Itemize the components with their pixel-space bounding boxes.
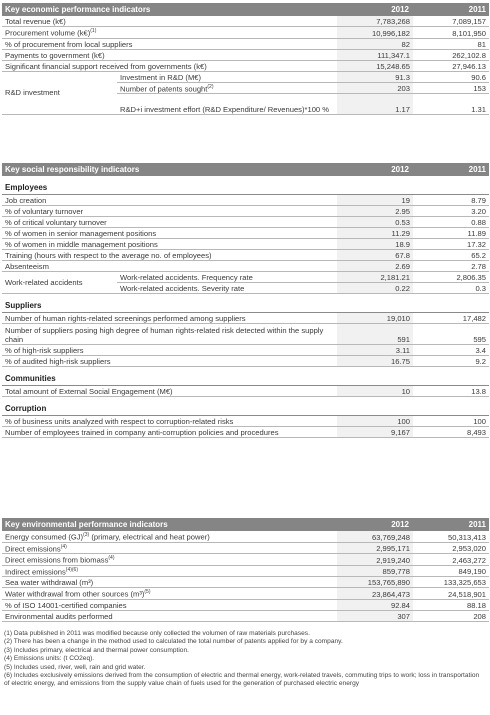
indicator-label: Job creation	[2, 195, 337, 206]
value-2012: 67.8	[337, 250, 413, 261]
table-row	[2, 261, 489, 272]
value-2012: 2,919,240	[337, 554, 413, 566]
value-2012: 203	[337, 82, 413, 94]
footnote: (6) Includes exclusively emissions derived from the consumption of electric and thermal energy, work-related travels, commuting trips to work; loss in transportation of electric energy, and emissions from the supply value chain of fuels used for the generation of purchased electric energy	[4, 672, 480, 688]
indicator-label: Absenteeism	[2, 261, 337, 272]
table-row	[2, 250, 489, 261]
suppliers-block	[2, 300, 489, 367]
row-label: Procurement volume (k€)	[5, 28, 91, 38]
table-row	[2, 588, 489, 600]
footnote-ref: (1)	[90, 28, 97, 34]
value-2012: 19	[337, 195, 413, 206]
corruption-block	[2, 403, 489, 438]
environmental-header	[2, 518, 489, 531]
value-2012: 9,167	[337, 427, 413, 438]
indicator-label: % of critical voluntary turnover	[2, 217, 337, 228]
table-row	[2, 345, 489, 356]
value-2011: 8.79	[413, 195, 489, 206]
value-2011: 133,325,653	[413, 577, 489, 588]
value-2011: 11.89	[413, 228, 489, 239]
value-2011: 2,806.35	[413, 272, 489, 283]
value-2011: 3.4	[413, 345, 489, 356]
footnotes	[4, 630, 484, 689]
row-label: Significant financial support received from governments (k€)	[5, 61, 207, 71]
value-2011: 153	[413, 82, 489, 94]
value-2011: 595	[413, 324, 489, 345]
value-2012: 10	[337, 386, 413, 397]
row-label: Number of patents sought	[120, 84, 208, 94]
table-row	[2, 416, 489, 427]
indicator-label	[2, 565, 337, 577]
suppliers-subheading: Suppliers	[2, 300, 489, 313]
indicator-label: Number of employees trained in company anti-corruption policies and procedures	[2, 427, 337, 438]
economic-table	[2, 16, 489, 115]
row-label: Sea water withdrawal (m³)	[5, 578, 94, 588]
indicator-label: Number of suppliers posing high degree of human rights-related risk detected within the supply chain	[2, 324, 337, 345]
value-2012: 19,010	[337, 313, 413, 324]
indicator-label	[117, 71, 337, 82]
table-row	[2, 313, 489, 324]
footnote: (3) Includes primary, electrical and thermal power consumption.	[4, 646, 189, 654]
value-2012: 0.53	[337, 217, 413, 228]
table-row	[2, 324, 489, 345]
indicator-label	[2, 599, 337, 610]
value-2011: 2,463,272	[413, 554, 489, 566]
corruption-subheading: Corruption	[2, 403, 489, 416]
value-2011: 100	[413, 416, 489, 427]
table-row	[2, 206, 489, 217]
table-row	[2, 27, 489, 39]
accidents-group-label: Work-related accidents	[2, 272, 117, 294]
table-row	[2, 217, 489, 228]
footnote-ref: (4)	[108, 555, 115, 562]
value-2012: 10,996,182	[337, 27, 413, 39]
value-2012: 16.75	[337, 356, 413, 367]
table-row	[2, 272, 489, 283]
value-2011: 849,190	[413, 565, 489, 577]
footnote-ref: (5)	[144, 589, 151, 596]
indicator-label	[2, 38, 337, 49]
row-label: % of ISO 14001-certified companies	[5, 600, 127, 610]
value-2011: 24,518,901	[413, 588, 489, 600]
value-2011: 0.3	[413, 283, 489, 294]
employees-subheading: Employees	[2, 182, 489, 195]
footnote: (4) Emissions units: (t CO2eq).	[4, 655, 95, 663]
value-2012: 2.69	[337, 261, 413, 272]
environmental-year-2012: 2012	[391, 520, 409, 529]
table-row	[2, 49, 489, 60]
value-2012: 859,778	[337, 565, 413, 577]
indicator-label	[2, 531, 337, 542]
economic-section	[2, 3, 489, 115]
table-row	[2, 228, 489, 239]
social-header	[2, 163, 489, 176]
environmental-section	[2, 518, 489, 622]
communities-subheading: Communities	[2, 373, 489, 386]
table-row	[2, 610, 489, 621]
value-2011: 65.2	[413, 250, 489, 261]
value-2012: 591	[337, 324, 413, 345]
table-row	[2, 542, 489, 554]
indicator-label: Training (hours with respect to the average no. of employees)	[2, 250, 337, 261]
indicator-label: % of high-risk suppliers	[2, 345, 337, 356]
environmental-table	[2, 531, 489, 622]
economic-year-2011: 2011	[468, 5, 486, 14]
row-label: Total revenue (k€)	[5, 17, 66, 26]
table-row	[2, 565, 489, 577]
economic-year-2012: 2012	[391, 5, 409, 14]
indicator-label	[2, 554, 337, 566]
communities-block	[2, 373, 489, 397]
value-2012: 2.95	[337, 206, 413, 217]
indicator-label: % of women in senior management positions	[2, 228, 337, 239]
indicator-label: Work-related accidents. Frequency rate	[117, 272, 337, 283]
row-label: % of procurement from local suppliers	[5, 39, 133, 49]
table-row	[2, 239, 489, 250]
value-2012: 1.17	[337, 94, 413, 115]
indicator-label: % of business units analyzed with respect to corruption-related risks	[2, 416, 337, 427]
value-2012: 82	[337, 38, 413, 49]
indicator-label: % of women in middle management positions	[2, 239, 337, 250]
value-2012: 7,783,268	[337, 16, 413, 27]
environmental-year-2011: 2011	[468, 520, 486, 529]
value-2012: 153,765,890	[337, 577, 413, 588]
table-row	[2, 427, 489, 438]
indicator-label	[2, 60, 337, 71]
indicator-label: Number of human rights-related screenings performed among suppliers	[2, 313, 337, 324]
row-label: Energy consumed (GJ)	[5, 532, 84, 542]
table-row	[2, 356, 489, 367]
value-2012: 0.22	[337, 283, 413, 294]
table-row	[2, 16, 489, 27]
value-2011: 8,101,950	[413, 27, 489, 39]
row-label: Payments to government (k€)	[5, 50, 105, 60]
row-label: Direct emissions	[5, 544, 61, 554]
table-row	[2, 599, 489, 610]
value-2011: 2.78	[413, 261, 489, 272]
value-2011: 208	[413, 610, 489, 621]
value-2012: 2,995,171	[337, 542, 413, 554]
value-2011: 3.20	[413, 206, 489, 217]
social-title: Key social responsibility indicators	[5, 165, 140, 174]
table-row	[2, 554, 489, 566]
value-2011: 81	[413, 38, 489, 49]
value-2012: 18.9	[337, 239, 413, 250]
indicator-label	[2, 542, 337, 554]
value-2012: 11.29	[337, 228, 413, 239]
row-label: Investment in R&D (M€)	[120, 72, 202, 82]
value-2011: 0.88	[413, 217, 489, 228]
footnote-ref: (3)	[83, 532, 90, 538]
footnote: (1) Data published in 2011 was modified because only collected the volumen of raw materials purchases.	[4, 630, 310, 637]
value-2011: 88.18	[413, 599, 489, 610]
value-2011: 17,482	[413, 313, 489, 324]
indicator-label: % of voluntary turnover	[2, 206, 337, 217]
value-2012: 307	[337, 610, 413, 621]
table-row	[2, 60, 489, 71]
value-2012: 91.3	[337, 71, 413, 82]
footnote: (2) There has been a change in the method used to calculated the total number of patents applied for by a company.	[4, 638, 343, 646]
value-2012: 15,248.65	[337, 60, 413, 71]
indicator-label	[2, 16, 337, 27]
corruption-table	[2, 416, 489, 438]
communities-table	[2, 386, 489, 397]
value-2011: 2,953,020	[413, 542, 489, 554]
indicator-label	[117, 82, 337, 94]
suppliers-table	[2, 313, 489, 367]
indicator-label: Work-related accidents. Severity rate	[117, 283, 337, 294]
value-2011: 90.6	[413, 71, 489, 82]
social-body	[2, 182, 489, 438]
indicator-label	[2, 577, 337, 588]
value-2011: 9.2	[413, 356, 489, 367]
value-2011: 262,102.8	[413, 49, 489, 60]
indicator-label: Total amount of External Social Engagement (M€)	[2, 386, 337, 397]
value-2012: 63,769,248	[337, 531, 413, 542]
table-row	[2, 577, 489, 588]
value-2011: 27,946.13	[413, 60, 489, 71]
value-2011: 7,089,157	[413, 16, 489, 27]
indicator-label	[2, 610, 337, 621]
footnote-ref: (4)(6)	[65, 566, 79, 573]
table-row	[2, 531, 489, 542]
employees-table	[2, 195, 489, 294]
footnote: (5) Includes used, river, well, rain and grid water.	[4, 663, 146, 671]
indicator-label	[2, 49, 337, 60]
table-row	[2, 195, 489, 206]
economic-header	[2, 3, 489, 16]
row-label: Indirect emissions	[5, 567, 66, 577]
value-2011: 1.31	[413, 94, 489, 115]
indicator-label	[2, 588, 337, 600]
employees-block	[2, 182, 489, 294]
value-2012: 111,347.1	[337, 49, 413, 60]
value-2011: 17.32	[413, 239, 489, 250]
rd-group-label: R&D investment	[2, 71, 117, 115]
row-label: Water withdrawal from other sources (m³)	[5, 589, 145, 599]
row-label: Environmental audits performed	[5, 611, 113, 621]
value-2012: 3.11	[337, 345, 413, 356]
table-row	[2, 38, 489, 49]
environmental-title: Key environmental performance indicators	[5, 520, 168, 529]
table-row	[2, 386, 489, 397]
value-2011: 50,313,413	[413, 531, 489, 542]
value-2012: 2,181.21	[337, 272, 413, 283]
row-label: Direct emissions from biomass	[5, 555, 109, 565]
social-year-2011: 2011	[468, 165, 486, 174]
row-label-suffix: (primary, electrical and heat power)	[89, 532, 210, 542]
footnote-ref: (2)	[207, 83, 214, 90]
value-2011: 8,493	[413, 427, 489, 438]
row-label: R&D+i investment effort (R&D Expenditure/ Revenues)*100 %	[120, 105, 329, 115]
indicator-label	[117, 94, 337, 115]
value-2011: 13.8	[413, 386, 489, 397]
economic-title: Key economic performance indicators	[5, 5, 151, 14]
value-2012: 100	[337, 416, 413, 427]
value-2012: 92.84	[337, 599, 413, 610]
social-section	[2, 163, 489, 438]
value-2012: 23,864,473	[337, 588, 413, 600]
footnote-ref: (4)	[60, 543, 67, 550]
indicator-label: % of audited high-risk suppliers	[2, 356, 337, 367]
social-year-2012: 2012	[391, 165, 409, 174]
indicator-label	[2, 27, 337, 39]
table-row	[2, 71, 489, 82]
